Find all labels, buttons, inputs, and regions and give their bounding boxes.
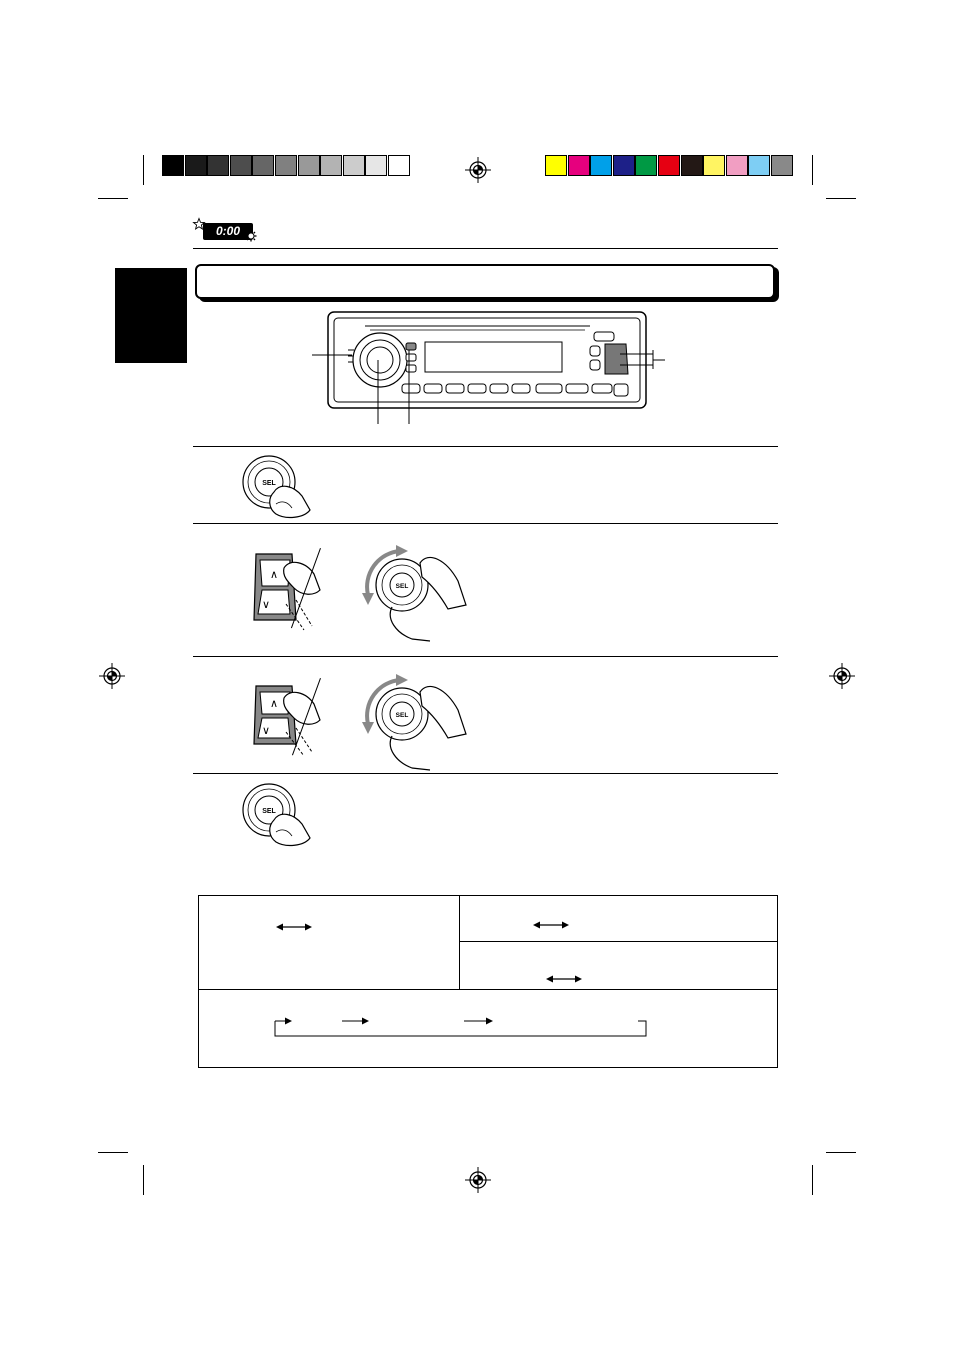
svg-text:∨: ∨	[262, 599, 271, 611]
arrow-icon	[276, 922, 312, 932]
crop-mark	[98, 198, 128, 199]
crop-mark	[812, 1165, 813, 1195]
finger-rotate-icon	[362, 545, 472, 645]
color-swatch	[185, 155, 207, 176]
color-swatch	[207, 155, 229, 176]
color-swatch	[658, 155, 680, 176]
clock-display-badge: 0:00	[203, 223, 253, 240]
step-divider	[193, 773, 778, 774]
stereo-panel-diagram	[310, 310, 670, 430]
gray-swatch-strip	[162, 155, 411, 176]
color-swatch	[613, 155, 635, 176]
svg-text:∧: ∧	[270, 698, 279, 710]
step-divider	[193, 656, 778, 657]
finger-press-icon	[236, 780, 316, 850]
crop-mark	[143, 1165, 144, 1195]
crop-mark	[143, 155, 144, 185]
registration-mark-icon	[99, 663, 125, 689]
table-divider	[459, 896, 460, 989]
table-divider	[199, 989, 777, 990]
section-title-bar	[195, 264, 775, 299]
finger-rotate-icon	[362, 674, 472, 774]
language-side-tab	[115, 268, 187, 363]
crop-mark	[826, 1152, 856, 1153]
color-swatch	[681, 155, 703, 176]
color-swatch	[252, 155, 274, 176]
color-swatch	[275, 155, 297, 176]
step-divider	[193, 523, 778, 524]
registration-mark-icon	[829, 663, 855, 689]
color-swatch-strip	[545, 155, 794, 176]
crop-mark	[98, 1152, 128, 1153]
settings-table	[198, 895, 778, 1068]
sel-label: SEL	[262, 808, 276, 815]
updown-button-icon	[248, 550, 328, 635]
color-swatch	[771, 155, 793, 176]
crop-mark	[812, 155, 813, 185]
color-swatch	[590, 155, 612, 176]
finger-press-icon	[236, 452, 316, 522]
color-swatch	[162, 155, 184, 176]
arrow-icon	[546, 974, 582, 984]
svg-text:∧: ∧	[270, 569, 279, 581]
color-swatch	[388, 155, 410, 176]
gear-icon	[245, 230, 257, 242]
color-swatch	[365, 155, 387, 176]
color-swatch	[635, 155, 657, 176]
svg-text:∨: ∨	[262, 725, 271, 737]
color-swatch	[230, 155, 252, 176]
color-swatch	[748, 155, 770, 176]
registration-mark-icon	[465, 157, 491, 183]
color-swatch	[320, 155, 342, 176]
color-swatch	[703, 155, 725, 176]
cycle-arrow-diagram	[272, 1015, 652, 1039]
color-swatch	[545, 155, 567, 176]
color-swatch	[726, 155, 748, 176]
arrow-icon	[533, 920, 569, 930]
sel-label: SEL	[262, 480, 276, 487]
color-swatch	[568, 155, 590, 176]
registration-mark-icon	[465, 1167, 491, 1193]
step-divider	[193, 446, 778, 447]
header-rule	[193, 248, 778, 249]
sel-label: SEL	[395, 583, 409, 590]
updown-button-icon	[248, 682, 328, 767]
color-swatch	[298, 155, 320, 176]
sel-label: SEL	[395, 712, 409, 719]
table-divider	[459, 941, 777, 942]
crop-mark	[826, 198, 856, 199]
color-swatch	[343, 155, 365, 176]
